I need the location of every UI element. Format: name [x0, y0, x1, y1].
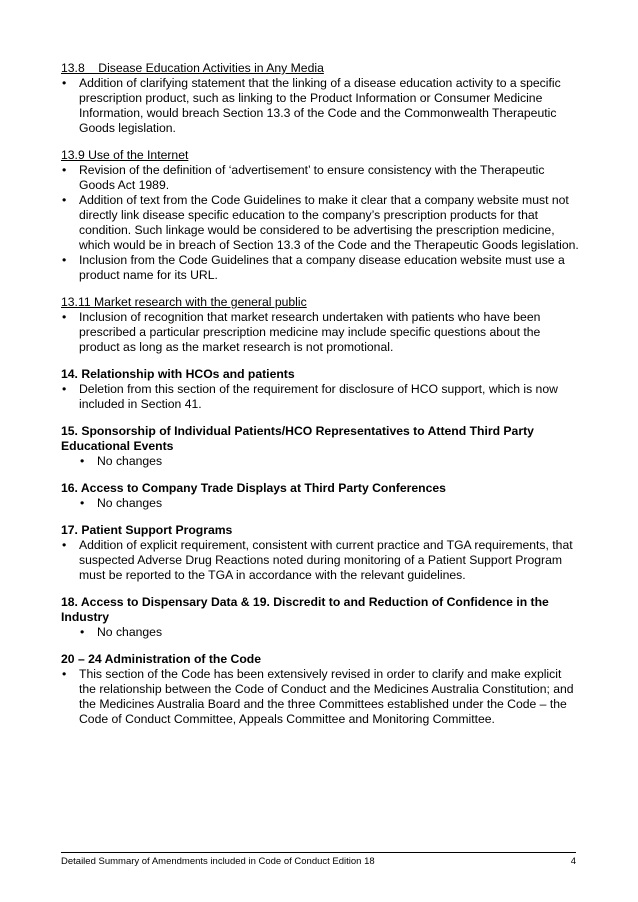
- section-spacer: [61, 283, 581, 295]
- list-item: [61, 538, 581, 583]
- bullet-icon: •: [62, 538, 67, 552]
- list-item-text: Addition of explicit requirement, consistent with current practice and TGA requirements, that suspected Adverse Drug Reactions noted during monitoring of a Patient Support Program must be reported to the TGA in accordance with the relevant guidelines.: [79, 538, 573, 582]
- bullet-list: [61, 538, 581, 583]
- list-item-text: This section of the Code has been extensively revised in order to clarify and make explicit the relationship between the Code of Conduct and the Medicines Australia Constitution; and the Medicines Australia Board and the three Committees established under the Code – the Code of Conduct Committee, Appeals Committee and Monitoring Committee.: [79, 667, 574, 726]
- bullet-list: [61, 496, 581, 511]
- bullet-icon: •: [62, 76, 67, 90]
- bullet-icon: •: [62, 382, 67, 396]
- section-spacer: [61, 640, 581, 652]
- list-item: [61, 496, 581, 511]
- section-heading: 18. Access to Dispensary Data & 19. Discredit to and Reduction of Confidence in the Industry: [61, 595, 549, 624]
- section-heading: 17. Patient Support Programs: [61, 523, 233, 537]
- list-item-text: Inclusion of recognition that market research undertaken with patients who have been prescribed a particular prescription medicine may include specific questions about the product as long as the market research is not promotional.: [79, 310, 541, 354]
- section-spacer: [61, 355, 581, 367]
- list-item: [61, 625, 581, 640]
- bullet-list: [61, 163, 581, 283]
- page-footer: [61, 852, 576, 868]
- list-item-text: Addition of text from the Code Guidelines to make it clear that a company website must not directly link disease specific education to the company’s prescription products for that condition. Such linkage would be considered to be advertising the prescription medicine, which would be in breach of Section 13.3 of the Code and the Therapeutic Goods legislation.: [79, 193, 579, 252]
- list-item: [61, 382, 581, 412]
- list-item-text: Revision of the definition of ‘advertisement’ to ensure consistency with the Therapeutic Goods Act 1989.: [79, 163, 545, 192]
- bullet-list: [61, 310, 581, 355]
- bullet-icon: •: [80, 625, 85, 639]
- list-item: [61, 454, 581, 469]
- section-heading: 13.8 Disease Education Activities in Any Media: [61, 61, 324, 75]
- bullet-icon: •: [80, 496, 85, 510]
- bullet-icon: •: [62, 253, 67, 267]
- bullet-list: [61, 76, 581, 136]
- bullet-list: [61, 454, 581, 469]
- list-item: [61, 310, 581, 355]
- bullet-list: [61, 382, 581, 412]
- list-item: [61, 163, 581, 193]
- list-item-text: No changes: [97, 496, 163, 510]
- page-content: [61, 61, 581, 727]
- list-item: [61, 667, 581, 727]
- footer-text: Detailed Summary of Amendments included in Code of Conduct Edition 18: [61, 856, 375, 867]
- section-spacer: [61, 412, 581, 424]
- section-spacer: [61, 469, 581, 481]
- bullet-list: [61, 625, 581, 640]
- section-spacer: [61, 136, 581, 148]
- bullet-icon: •: [80, 454, 85, 468]
- section-heading: 13.9 Use of the Internet: [61, 148, 189, 162]
- section-heading: 13.11 Market research with the general public: [61, 295, 307, 309]
- bullet-icon: •: [62, 193, 67, 207]
- list-item: [61, 76, 581, 136]
- section-heading: 15. Sponsorship of Individual Patients/HCO Representatives to Attend Third Party Educational Events: [61, 424, 534, 453]
- bullet-list: [61, 667, 581, 727]
- section-spacer: [61, 583, 581, 595]
- bullet-icon: •: [62, 310, 67, 324]
- list-item-text: Deletion from this section of the requirement for disclosure of HCO support, which is now included in Section 41.: [79, 382, 558, 411]
- list-item: [61, 193, 581, 253]
- page-number: 4: [570, 856, 576, 867]
- list-item-text: Addition of clarifying statement that the linking of a disease education activity to a specific prescription product, such as linking to the Product Information or Consumer Medicine Information, would breach Section 13.3 of the Code and the Commonwealth Therapeutic Goods legislation.: [79, 76, 561, 135]
- list-item-text: No changes: [97, 454, 163, 468]
- bullet-icon: •: [62, 163, 67, 177]
- section-heading: 20 – 24 Administration of the Code: [61, 652, 261, 666]
- list-item-text: Inclusion from the Code Guidelines that a company disease education website must use a product name for its URL.: [79, 253, 565, 282]
- bullet-icon: •: [62, 667, 67, 681]
- list-item-text: No changes: [97, 625, 163, 639]
- section-spacer: [61, 511, 581, 523]
- list-item: [61, 253, 581, 283]
- section-heading: 14. Relationship with HCOs and patients: [61, 367, 295, 381]
- section-heading: 16. Access to Company Trade Displays at Third Party Conferences: [61, 481, 446, 495]
